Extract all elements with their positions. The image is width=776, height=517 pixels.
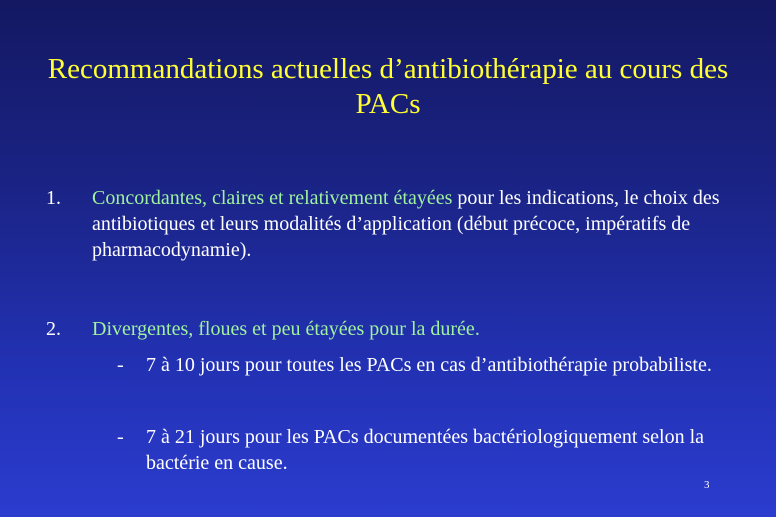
list-item-2 [46, 316, 746, 342]
sub-item-text: 7 à 21 jours pour les PACs documentées bactériologiquement selon la bactérie en cause. [146, 426, 705, 474]
sub-item-dash: - [117, 354, 124, 376]
sub-item-text: 7 à 10 jours pour toutes les PACs en cas d’antibiothérapie probabiliste. [146, 354, 712, 376]
sub-item-2 [117, 424, 737, 476]
list-item-number: 1. [46, 187, 61, 209]
list-item-1 [46, 185, 746, 263]
slide-title: Recommandations actuelles d’antibiothérapie au cours des PACs [47, 53, 729, 120]
list-item-number: 2. [46, 318, 61, 340]
sub-item-1 [117, 352, 737, 378]
highlight-text: Divergentes, floues et peu étayées pour la durée. [92, 318, 480, 340]
sub-item-dash: - [117, 426, 124, 448]
page-number: 3 [704, 479, 710, 491]
list-item-text [92, 185, 746, 263]
body-text: pour les indications, le choix des antibiotiques et leurs modalités d’application (début précoce, impératifs de pharmacodynamie). [92, 187, 720, 261]
highlight-text: Concordantes, claires et relativement étayées [92, 187, 453, 209]
